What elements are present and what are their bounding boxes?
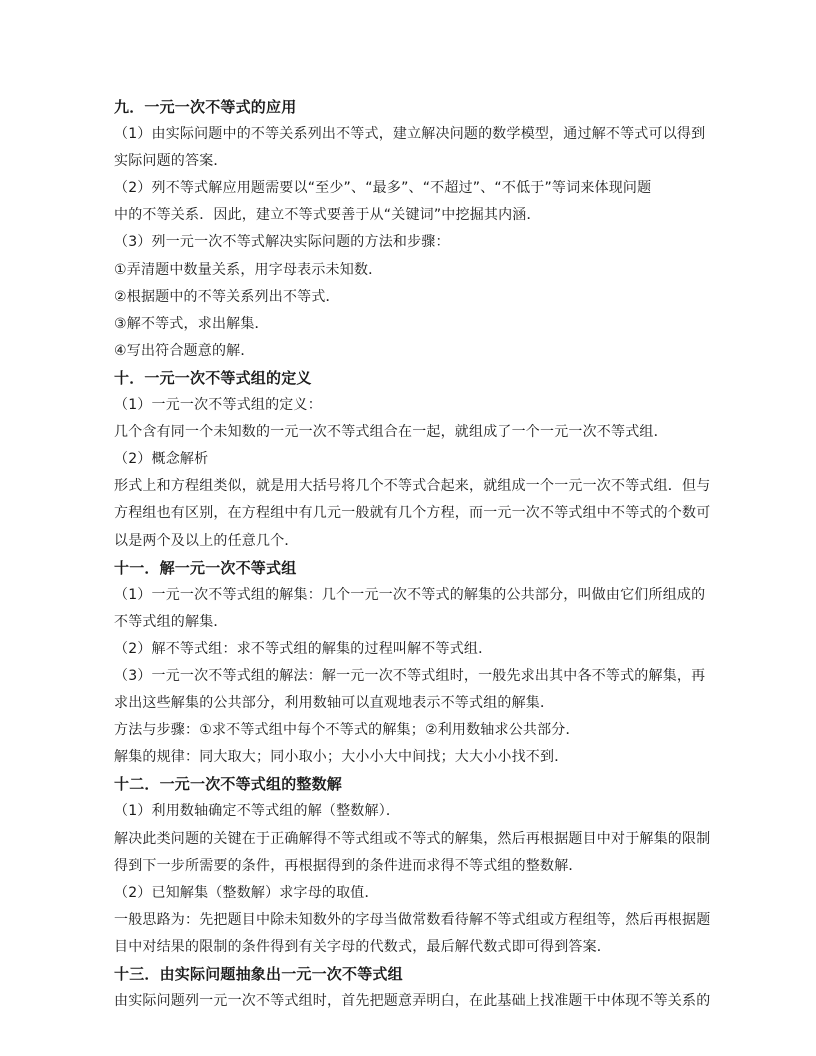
text-line: （2）列不等式解应用题需要以“至少”、“最多”、“不超过”、“不低于”等词来体现问题 <box>114 180 652 197</box>
text-line: （1）利用数轴确定不等式组的解（整数解）． <box>114 803 401 820</box>
text-line: 一般思路为：先把题目中除未知数外的字母当做常数看待解不等式组或方程组等，然后再根据题 <box>114 911 711 928</box>
text-line: 由实际问题列一元一次不等式组时，首先把题意弄明白，在此基础上找准题干中体现不等关系的 <box>114 993 711 1010</box>
text-line: （2）已知解集（整数解）求字母的取值． <box>114 884 379 901</box>
text-line: （2）概念解析 <box>114 451 209 468</box>
document-page <box>114 94 711 1015</box>
section-heading: 十．一元一次不等式组的定义 <box>114 368 312 387</box>
text-line: 解集的规律：同大取大；同小取小；大小小大中间找；大大小小找不到． <box>114 749 569 766</box>
section-heading: 十三．由实际问题抽象出一元一次不等式组 <box>114 965 403 983</box>
text-line: （2）解不等式组：求不等式组的解集的过程叫解不等式组． <box>114 640 493 657</box>
section-heading: 九．一元一次不等式的应用 <box>114 98 297 116</box>
text-line: （1）一元一次不等式组的解集：几个一元一次不等式的解集的公共部分，叫做由它们所组成的 <box>114 586 706 603</box>
text-line: 中的不等关系．因此，建立不等式要善于从“关键词”中挖掘其内涵． <box>114 207 541 224</box>
text-line: 得到下一步所需要的条件，再根据得到的条件进而求得不等式组的整数解． <box>114 857 583 874</box>
text-line: ④写出符合题意的解． <box>114 342 255 359</box>
text-line: （3）列一元一次不等式解决实际问题的方法和步骤： <box>114 234 450 251</box>
text-line: （3）一元一次不等式组的解法：解一元一次不等式组时，一般先求出其中各不等式的解集，再 <box>114 667 706 684</box>
text-line: 不等式组的解集． <box>114 613 228 630</box>
text-line: 解决此类问题的关键在于正确解得不等式组或不等式的解集，然后再根据题目中对于解集的限制 <box>114 830 711 847</box>
text-line: 以是两个及以上的任意几个． <box>114 532 299 549</box>
text-line: 几个含有同一个未知数的一元一次不等式组合在一起，就组成了一个一元一次不等式组． <box>114 424 668 441</box>
text-line: ②根据题中的不等关系列出不等式． <box>114 288 340 305</box>
text-line: 目中对结果的限制的条件得到有关字母的代数式，最后解代数式即可得到答案． <box>114 938 611 955</box>
text-line: 方法与步骤：①求不等式组中每个不等式的解集；②利用数轴求公共部分． <box>114 722 580 739</box>
text-line: 形式上和方程组类似，就是用大括号将几个不等式合起来，就组成一个一元一次不等式组．但与 <box>114 478 711 495</box>
text-line: （1）由实际问题中的不等关系列出不等式，建立解决问题的数学模型，通过解不等式可以得到 <box>114 126 706 143</box>
text-line: 方程组也有区别，在方程组中有几元一般就有几个方程，而一元一次不等式组中不等式的个数可 <box>114 505 711 522</box>
text-line: 求出这些解集的公共部分，利用数轴可以直观地表示不等式组的解集． <box>114 695 555 712</box>
section-heading: 十二．一元一次不等式组的整数解 <box>114 775 343 794</box>
section-heading: 十一．解一元一次不等式组 <box>114 558 297 577</box>
text-line: （1）一元一次不等式组的定义： <box>114 397 322 414</box>
text-line: 实际问题的答案． <box>114 153 228 170</box>
text-line: ①弄清题中数量关系，用字母表示未知数． <box>114 261 383 278</box>
text-line: ③解不等式，求出解集． <box>114 315 269 332</box>
